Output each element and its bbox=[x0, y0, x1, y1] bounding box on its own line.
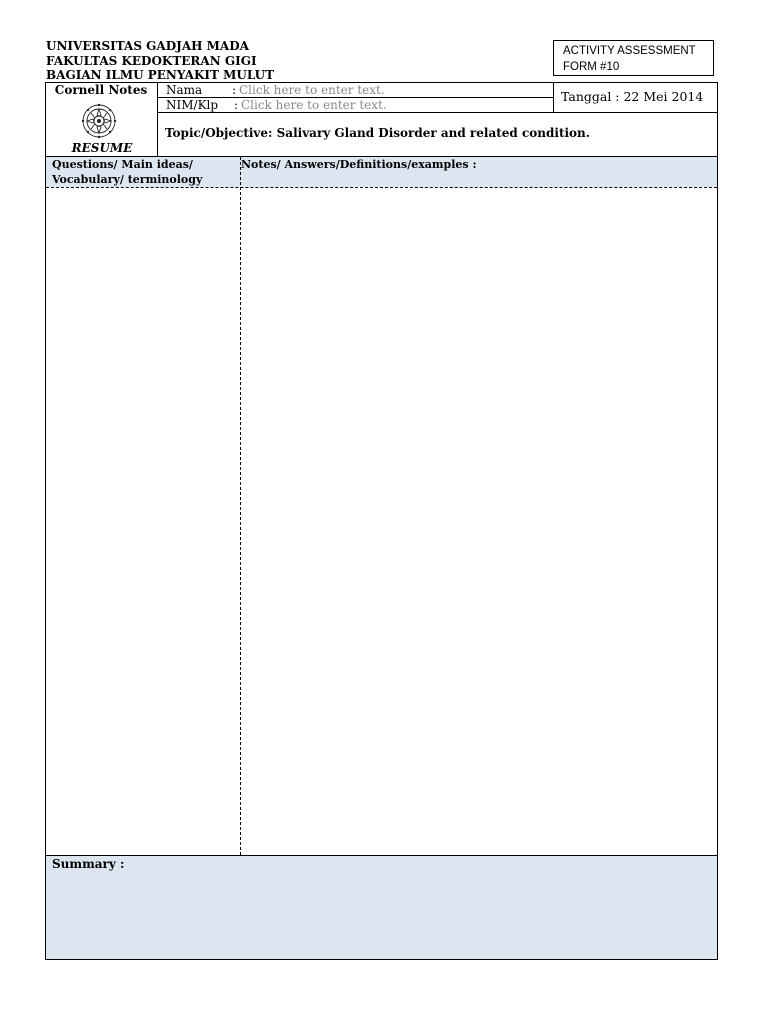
summary-top-line bbox=[46, 855, 717, 856]
notes-column-header: Notes/ Answers/Definitions/examples : bbox=[241, 158, 477, 171]
questions-column-area[interactable] bbox=[46, 188, 240, 855]
nama-colon: : bbox=[232, 83, 237, 97]
institution-line-2: FAKULTAS KEDOKTERAN GIGI bbox=[46, 53, 257, 68]
form-id-box bbox=[553, 40, 714, 76]
nim-input[interactable]: Click here to enter text. bbox=[241, 98, 387, 112]
cornell-notes-title: Cornell Notes bbox=[54, 83, 148, 97]
institution-line-1: UNIVERSITAS GADJAH MADA bbox=[46, 39, 249, 53]
questions-header-line-1: Questions/ Main ideas/ bbox=[52, 158, 193, 171]
questions-header-line-2: Vocabulary/ terminology bbox=[52, 173, 203, 186]
header-divider-right bbox=[553, 82, 554, 113]
form-id-line-2: FORM #10 bbox=[563, 61, 620, 73]
nim-colon: : bbox=[234, 98, 239, 112]
topic-objective: Topic/Objective: Salivary Gland Disorder and related condition. bbox=[165, 126, 590, 140]
notes-column-area[interactable] bbox=[241, 188, 717, 855]
questions-column-header bbox=[52, 157, 202, 187]
topic-row-divider bbox=[157, 112, 717, 113]
form-id-line-1: ACTIVITY ASSESSMENT bbox=[563, 45, 696, 57]
nama-label: Nama bbox=[166, 83, 203, 97]
summary-label: Summary : bbox=[52, 857, 125, 871]
institution-line-3: BAGIAN ILMU PENYAKIT MULUT bbox=[46, 68, 275, 82]
institution-header bbox=[46, 39, 274, 83]
nim-label: NIM/Klp bbox=[166, 98, 219, 112]
nama-input[interactable]: Click here to enter text. bbox=[239, 83, 385, 97]
resume-label: RESUME bbox=[71, 141, 133, 155]
tanggal-date: Tanggal : 22 Mei 2014 bbox=[561, 89, 704, 104]
ugm-emblem-icon bbox=[74, 101, 124, 141]
